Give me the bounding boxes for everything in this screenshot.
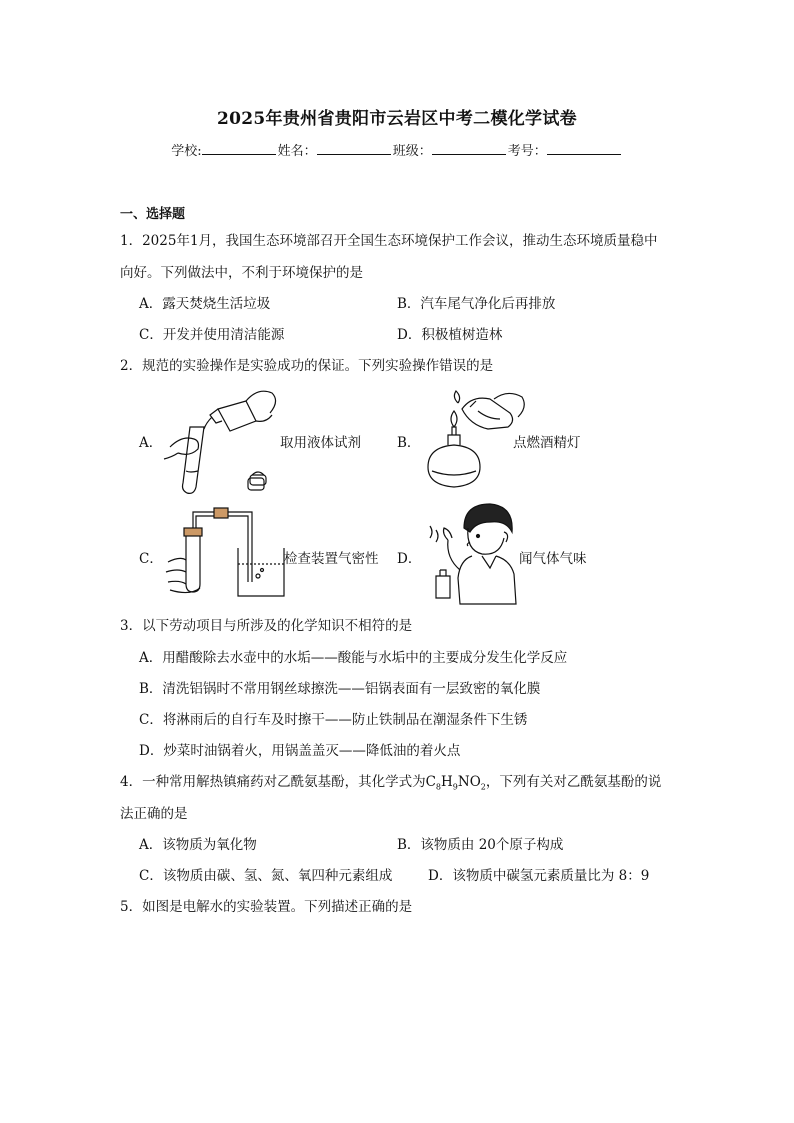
- q2-stem: 2．规范的实验操作是实验成功的保证。下列实验操作错误的是: [120, 358, 494, 374]
- q3-stem: 3．以下劳动项目与所涉及的化学知识不相符的是: [120, 618, 413, 634]
- q4-stem-post: ，下列有关对乙酰氨基酚的说: [485, 774, 662, 790]
- q1-option-c: C．开发并使用清洁能源: [139, 327, 285, 343]
- q4-o-subscript: 2: [480, 782, 486, 792]
- q4-stem-pre: 4．一种常用解热镇痛药对乙酰氨基酚，其化学式为C: [120, 774, 436, 790]
- q3-option-d: D．炒菜时油锅着火，用锅盖盖灭——降低油的着火点: [139, 743, 461, 759]
- q2-option-d-letter: D．: [397, 551, 422, 567]
- q4-no-symbols: NO: [457, 774, 481, 790]
- q4-option-d: D．该物质中碳氢元素质量比为 8：9: [428, 868, 650, 884]
- q4-h-subscript: 9: [452, 782, 458, 792]
- q2-option-c-caption: 检查装置气密性: [284, 551, 379, 567]
- page-title: 2025年贵州省贵阳市云岩区中考二模化学试卷: [217, 109, 577, 129]
- q2-option-d-caption: 闻气体气味: [519, 551, 587, 567]
- q4-option-b: B．该物质由 20个原子构成: [397, 837, 564, 853]
- q1-option-d: D．积极植树造林: [397, 327, 503, 343]
- q4-stem-line1: [120, 770, 661, 792]
- q1-stem-line1: 1．2025年1月，我国生态环境部召开全国生态环境保护工作会议，推动生态环境质量稳中: [120, 233, 658, 249]
- q4-h-symbol: H: [441, 774, 453, 790]
- q2-option-b-letter: B．: [397, 435, 421, 451]
- q2-option-a-caption: 取用液体试剂: [280, 435, 361, 451]
- q4-option-a: A．该物质为氧化物: [139, 837, 257, 853]
- section-heading: 一、选择题: [120, 207, 186, 222]
- q2-option-a-letter: A．: [139, 435, 163, 451]
- name-label: 姓名：: [277, 144, 317, 159]
- q4-stem-line2: 法正确的是: [120, 806, 188, 822]
- q4-c-subscript: 8: [435, 782, 442, 792]
- class-label: 班级：: [392, 144, 432, 159]
- smelling-gas-figure: [420, 498, 524, 606]
- airtightness-check-figure: [160, 472, 290, 600]
- q1-option-a: A．露天焚烧生活垃圾: [139, 296, 271, 312]
- number-blank[interactable]: [547, 142, 621, 155]
- class-blank[interactable]: [432, 142, 506, 155]
- q5-stem: 5．如图是电解水的实验装置。下列描述正确的是: [120, 899, 413, 915]
- school-blank[interactable]: [202, 142, 276, 155]
- school-label: 学校:: [171, 144, 202, 159]
- q1-stem-line2: 向好。下列做法中，不利于环境保护的是: [120, 265, 363, 281]
- q1-option-b: B．汽车尾气净化后再排放: [397, 296, 556, 312]
- q2-option-b-caption: 点燃酒精灯: [513, 435, 581, 451]
- student-info-line: [0, 140, 794, 159]
- lighting-alcohol-lamp-figure: [418, 389, 528, 494]
- q3-option-c: C．将淋雨后的自行车及时擦干——防止铁制品在潮湿条件下生锈: [139, 712, 528, 728]
- q4-option-c: C．该物质由碳、氢、氮、氧四种元素组成: [139, 868, 393, 884]
- q3-option-b: B．清洗铝锅时不常用钢丝球擦洗——铝锅表面有一层致密的氧化膜: [139, 681, 541, 697]
- name-blank[interactable]: [317, 142, 391, 155]
- number-label: 考号：: [507, 144, 547, 159]
- q3-option-a: A．用醋酸除去水壶中的水垢——酸能与水垢中的主要成分发生化学反应: [139, 650, 568, 666]
- q2-option-c-letter: C．: [139, 551, 163, 567]
